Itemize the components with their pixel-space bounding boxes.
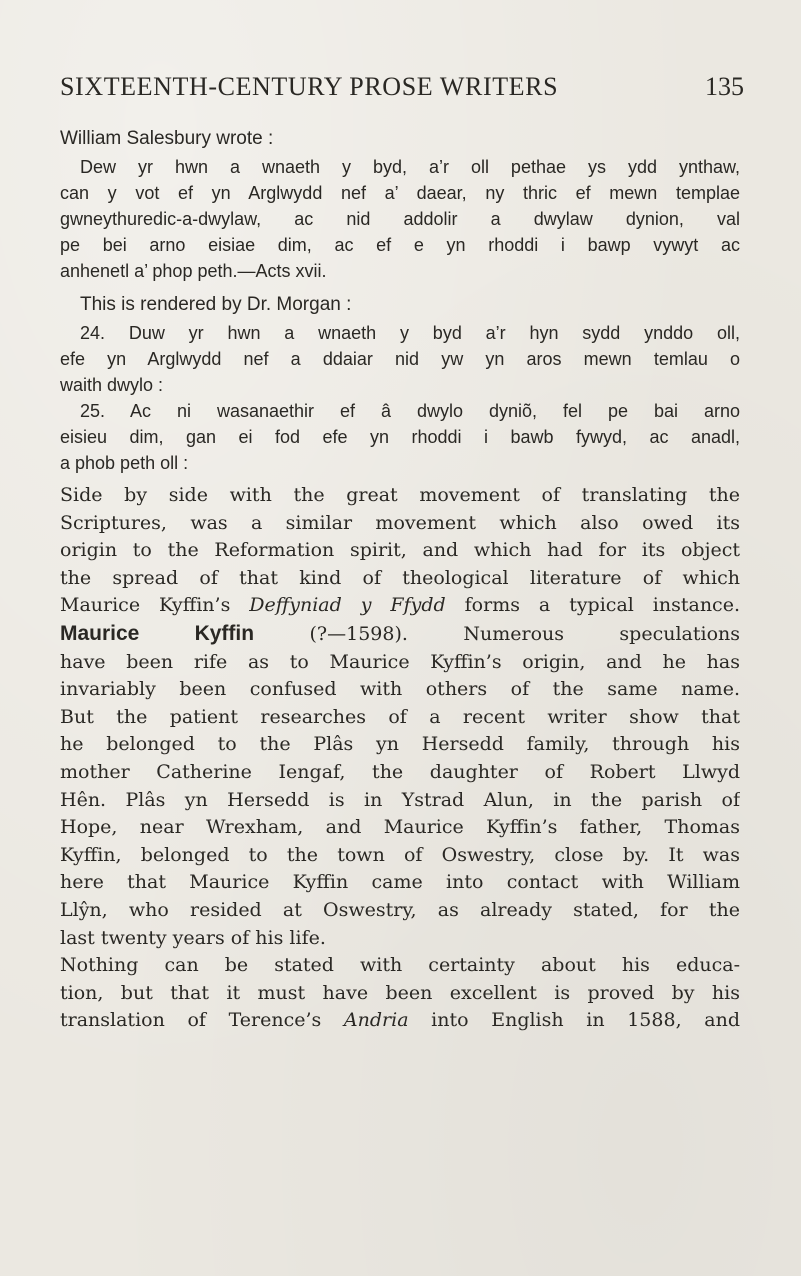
- quote-line: a phob peth oll :: [60, 453, 189, 473]
- text-line: origin to the Reformation spirit, and which had for its object: [60, 539, 740, 562]
- running-head: SIXTEENTH-CENTURY PROSE WRITERS: [60, 72, 559, 101]
- book-title-andria: Andria: [343, 1009, 409, 1032]
- section-sidehead: Maurice Kyffin: [60, 621, 255, 645]
- quote-line: anhenetl a’ phop peth.—Acts xvii.: [60, 261, 327, 281]
- page-number: 135: [705, 72, 744, 101]
- welsh-quote-salesbury: [60, 154, 740, 284]
- text-line: [60, 592, 740, 620]
- text-line: Kyffin, belonged to the town of Oswestry, close by. It was: [60, 843, 740, 866]
- text-line: But the patient researches of a recent writer show that: [60, 705, 740, 728]
- text-fragment: forms a typical instance.: [445, 594, 740, 617]
- paragraph-maurice-kyffin: [60, 620, 740, 952]
- paragraph-side-by-side: [60, 482, 740, 620]
- text-fragment: into English in 1588, and: [408, 1009, 740, 1032]
- quote-line: 24. Duw yr hwn a wnaeth y byd a’r hyn sydd ynddo oll,: [80, 323, 740, 343]
- book-title-deffyniad: Deffyniad y Ffydd: [249, 594, 446, 617]
- text-line: Side by side with the great movement of translating the: [60, 484, 740, 506]
- quote-line: gwneythuredic-a-dwylaw, ac nid addolir a dwylaw dynion, val: [60, 209, 740, 229]
- quote-line: eisieu dim, gan ei fod efe yn rhoddi i bawb fywyd, ac anadl,: [60, 427, 740, 447]
- text-line: have been rife as to Maurice Kyffin’s origin, and he has: [60, 650, 740, 673]
- text-line: he belonged to the Plâs yn Hersedd family, through his: [60, 733, 740, 756]
- quote-line: can y vot ef yn Arglwydd nef a’ daear, ny thric ef mewn templae: [60, 183, 740, 203]
- text-line: Nothing can be stated with certainty about his educa-: [60, 954, 740, 977]
- paragraph-education: [60, 952, 740, 1035]
- text-line: [60, 620, 740, 649]
- quote-line: efe yn Arglwydd nef a ddaiar nid yw yn aros mewn temlau o: [60, 349, 740, 369]
- quote-line: waith dwylo :: [60, 375, 164, 395]
- page-header: [60, 72, 744, 108]
- welsh-quote-morgan: [60, 320, 740, 476]
- intro-line: William Salesbury wrote :: [60, 128, 274, 149]
- text-line: invariably been confused with others of the same name.: [60, 678, 740, 701]
- text-line: Hên. Plâs yn Hersedd is in Ystrad Alun, in the parish of: [60, 788, 740, 811]
- text-line: [60, 1007, 740, 1035]
- text-fragment: translation of Terence’s: [60, 1009, 344, 1032]
- text-line: last twenty years of his life.: [60, 926, 326, 949]
- quote-line: 25. Ac ni wasanaethir ef â dwylo dyniõ, fel pe bai arno: [80, 401, 740, 421]
- rendered-line: This is rendered by Dr. Morgan :: [80, 294, 352, 315]
- quote-line: Dew yr hwn a wnaeth y byd, a’r oll pethae ys ydd ynthaw,: [80, 157, 740, 177]
- text-line: here that Maurice Kyffin came into contact with William: [60, 871, 740, 894]
- text-line: Scriptures, was a similar movement which also owed its: [60, 511, 740, 534]
- text-fragment: (?—1598). Numerous speculations: [254, 622, 740, 645]
- page-body: [60, 124, 740, 1035]
- text-line: Llŷn, who resided at Oswestry, as already stated, for the: [60, 898, 740, 921]
- text-line: Hope, near Wrexham, and Maurice Kyffin’s father, Thomas: [60, 816, 740, 839]
- text-fragment: Maurice Kyffin’s: [60, 594, 250, 617]
- text-line: the spread of that kind of theological literature of which: [60, 566, 740, 589]
- quote-line: pe bei arno eisiae dim, ac ef e yn rhoddi i bawp vywyt ac: [60, 235, 740, 255]
- text-line: mother Catherine Iengaf, the daughter of Robert Llwyd: [60, 760, 740, 783]
- text-line: tion, but that it must have been excellent is proved by his: [60, 981, 740, 1004]
